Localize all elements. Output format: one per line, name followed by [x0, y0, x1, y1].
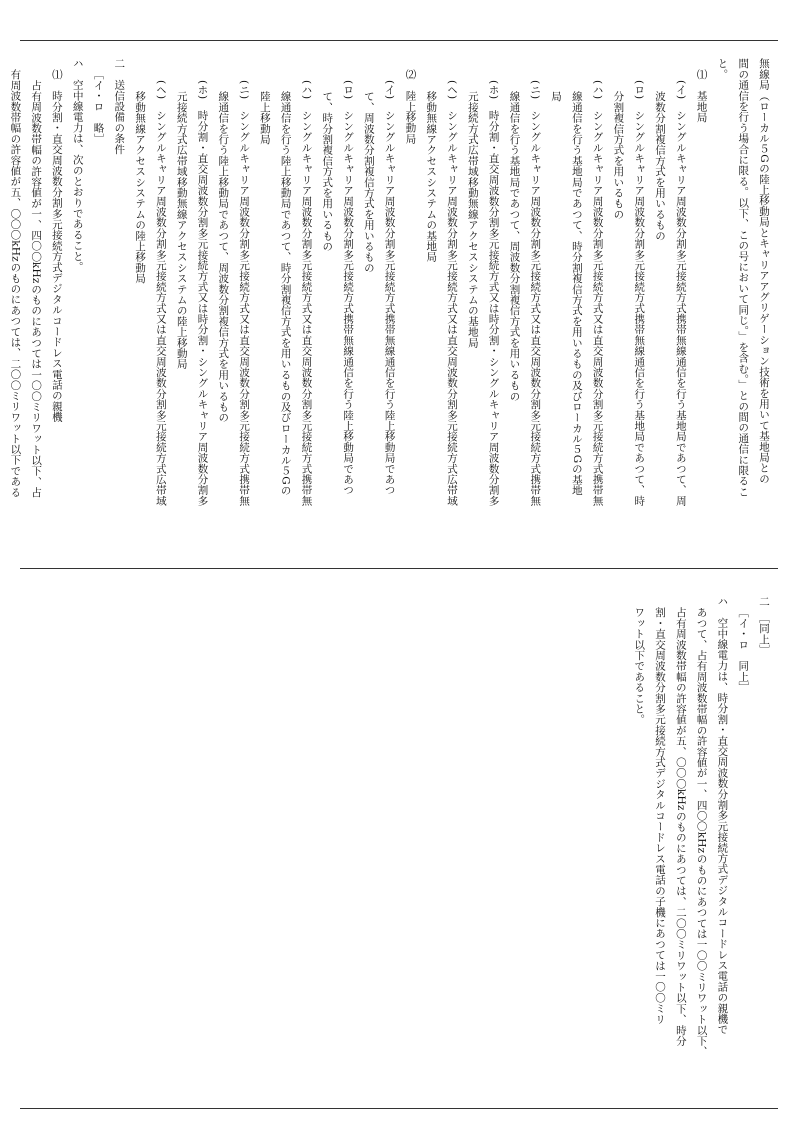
text-line: ［イ・ロ 略］ [92, 69, 105, 144]
text-line: 移動無線アクセスシステムの陸上移動局 [134, 91, 147, 284]
text-line: 無線局（ローカル５Gの陸上移動局とキャリアアグリゲーション技術を用いて基地局との [758, 58, 770, 484]
text-line: て、周波数分割複信方式を用いるもの [362, 91, 375, 273]
text-line: ⑴ 基地局 [695, 69, 708, 123]
text-line: ［イ・ロ 同上］ [737, 607, 750, 693]
lower-text-block [14, 596, 774, 1096]
text-line: て、時分割複信方式を用いるもの [321, 91, 334, 252]
text-line: (ホ) 時分割・直交周波数分割多元接続方式又は時分割・シングルキャリア周波数分割多 [487, 80, 500, 506]
text-line: (ニ) シングルキャリア周波数分割多元接続方式又は直交周波数分割多元接続方式携帯無 [529, 80, 542, 506]
text-line: (イ) シングルキャリア周波数分割多元接続方式携帯無線通信を行う基地局であつて、周 [674, 80, 687, 506]
text-line: 有周波数帯幅の許容値が五、〇〇〇kHzのものにあつては、二〇〇ミリワット以下である [9, 69, 22, 498]
text-line: あつて、占有周波数帯幅の許容値が一、四〇〇kHzのものにあつては一〇〇ミリワット以下、 [695, 607, 708, 1057]
text-line: 割・直交周波数分割多元接続方式デジタルコードレス電話の子機にあつては一〇〇ミリ [654, 607, 667, 1025]
text-line: (ニ) シングルキャリア周波数分割多元接続方式又は直交周波数分割多元接続方式携帯無 [238, 80, 251, 506]
text-line: (ロ) シングルキャリア周波数分割多元接続方式携帯無線通信を行う基地局であつて、時 [633, 80, 646, 506]
text-line: 元接続方式広帯域移動無線アクセスシステムの陸上移動局 [175, 91, 188, 370]
text-line: (ホ) 時分割・直交周波数分割多元接続方式又は時分割・シングルキャリア周波数分割多 [196, 80, 209, 506]
text-line: (ヘ) シングルキャリア周波数分割多元接続方式又は直交周波数分割多元接続方式広帯域 [446, 80, 459, 506]
text-line: ハ 空中線電力は、時分割・直交周波数分割多元接続方式デジタルコードレス電話の親機で [716, 596, 729, 1035]
text-line: ⑵ 陸上移動局 [404, 69, 417, 144]
top-rule [20, 40, 778, 41]
middle-rule [20, 568, 778, 569]
text-line: ⑴ 時分割・直交周波数分割多元接続方式デジタルコードレス電話の親機 [50, 69, 63, 423]
text-line: (イ) シングルキャリア周波数分割多元接続方式携帯無線通信を行う陸上移動局であつ [383, 80, 396, 496]
text-line: 間の通信を行う場合に限る。以下、この号において同じ。」を含む。」との間の通信に限るこ [737, 58, 750, 497]
text-line: 局 [550, 91, 563, 102]
text-line: 波数分割複信方式を用いるもの [654, 91, 667, 241]
text-line: 移動無線アクセスシステムの基地局 [425, 91, 438, 263]
text-line: (ヘ) シングルキャリア周波数分割多元接続方式又は直交周波数分割多元接続方式広帯域 [154, 80, 167, 506]
text-line: 線通信を行う陸上移動局であつて、時分割複信方式を用いるもの及びローカル５Gの [279, 91, 292, 496]
text-line: 線通信を行う陸上移動局であつて、周波数分割複信方式を用いるもの [217, 91, 230, 423]
text-line: (ハ) シングルキャリア周波数分割多元接続方式又は直交周波数分割多元接続方式携帯無 [300, 80, 313, 506]
text-line: 陸上移動局 [258, 91, 271, 145]
text-line: 元接続方式広帯域移動無線アクセスシステムの基地局 [466, 91, 479, 348]
text-line: 占有周波数帯幅の許容値が五、〇〇〇kHzのものにあつては、二〇〇ミリワット以下、時分 [674, 607, 687, 1046]
text-line: (ハ) シングルキャリア周波数分割多元接続方式又は直交周波数分割多元接続方式携帯無 [591, 80, 604, 506]
text-line: 分割複信方式を用いるもの [612, 91, 625, 220]
text-line: と。 [716, 58, 729, 80]
upper-text-block [9, 58, 774, 558]
text-line: (ロ) シングルキャリア周波数分割多元接続方式携帯無線通信を行う陸上移動局であつ [342, 80, 355, 496]
text-line: 二 ［同上］ [758, 596, 770, 655]
text-line: 線通信を行う基地局であつて、時分割複信方式を用いるもの及びローカル５Gの基地 [570, 91, 583, 496]
text-line: ハ 空中線電力は、次のとおりであること。 [71, 58, 84, 272]
text-line [0, 58, 5, 558]
bottom-rule [20, 1108, 778, 1109]
text-line: 二 送信設備の条件 [113, 58, 126, 155]
text-line: ワット以下であること。 [633, 607, 646, 725]
text-line: 占有周波数帯幅の許容値が一、四〇〇kHzのものにあつては一〇〇ミリワット以下、占 [30, 80, 43, 498]
text-line: 線通信を行う基地局であつて、周波数分割複信方式を用いるもの [508, 91, 521, 402]
